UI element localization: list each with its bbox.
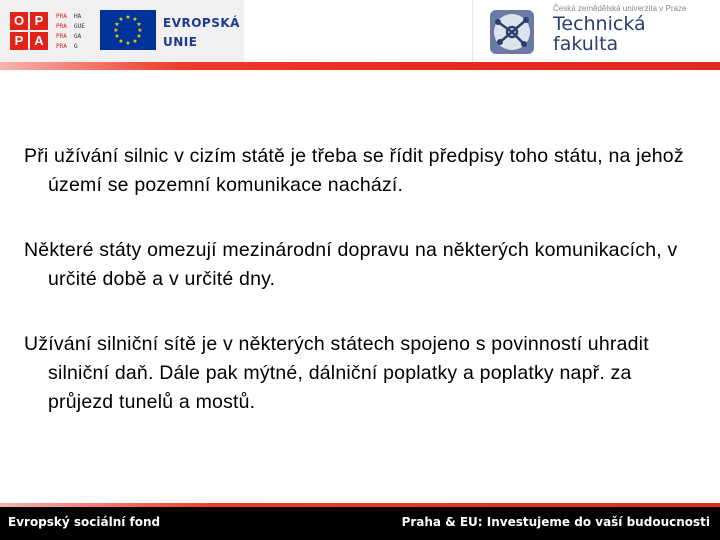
svg-text:★: ★: [118, 16, 124, 23]
svg-text:★: ★: [114, 33, 120, 40]
oppa-letter: A: [30, 32, 48, 50]
praha-text: PRA: [56, 33, 67, 40]
svg-text:★: ★: [136, 21, 142, 28]
oppa-letter: P: [30, 12, 48, 30]
body-paragraph: Při užívání silnic v cizím státě je třeba se řídit předpisy toho státu, na jehož území se pozemní komunikace nachází.: [24, 145, 684, 196]
eu-label: [163, 14, 240, 52]
footer-right-text: Praha & EU: Investujeme do vaší budoucnosti: [401, 515, 710, 529]
header: [0, 0, 720, 70]
svg-text:★: ★: [114, 21, 120, 28]
oppa-letter: P: [10, 32, 28, 50]
body-paragraph: Některé státy omezují mezinárodní dopravu na některých komunikacích, v určité době a v určité dny.: [24, 239, 678, 290]
tf-name-line1: Technická: [553, 13, 646, 35]
praha-text: PRA: [56, 23, 67, 30]
slide-body: [24, 142, 684, 453]
tf-name-line2: fakulta: [553, 33, 619, 55]
footer-left-text: Evropský sociální fond: [8, 515, 161, 529]
praha-text: HA: [74, 13, 82, 20]
footer: [0, 507, 720, 540]
body-paragraph: Užívání silniční sítě je v některých státech spojeno s povinností uhradit silniční daň. Dále pak mýtné, dálniční poplatky a poplatky např. za průjezd tunelů a mostů.: [24, 333, 649, 413]
eu-label-line1: EVROPSKÁ: [163, 16, 240, 30]
header-spacer: [244, 0, 472, 62]
svg-text:★: ★: [132, 38, 138, 45]
svg-text:★: ★: [113, 27, 119, 34]
svg-text:★: ★: [125, 14, 131, 21]
left-logo-band: [0, 0, 244, 62]
oppa-letter: O: [10, 12, 28, 30]
praha-text: G: [74, 43, 78, 50]
svg-text:★: ★: [137, 27, 143, 34]
praha-logo-text: [56, 12, 92, 52]
tf-emblem-icon: [484, 6, 540, 58]
oppa-logo: [10, 12, 50, 52]
svg-text:★: ★: [132, 16, 138, 23]
tf-university-label: Česká zemědělská univerzita v Praze: [553, 4, 687, 13]
praha-text: GA: [74, 33, 82, 40]
praha-text: PRA: [56, 43, 67, 50]
svg-text:★: ★: [125, 40, 131, 47]
eu-flag-icon: [100, 10, 156, 50]
svg-text:★: ★: [136, 33, 142, 40]
header-divider: [0, 62, 720, 70]
praha-text: PRA: [56, 13, 67, 20]
praha-text: GUE: [74, 23, 85, 30]
eu-label-line2: UNIE: [163, 35, 198, 49]
tf-faculty-name: [553, 14, 646, 54]
svg-text:★: ★: [118, 38, 124, 45]
